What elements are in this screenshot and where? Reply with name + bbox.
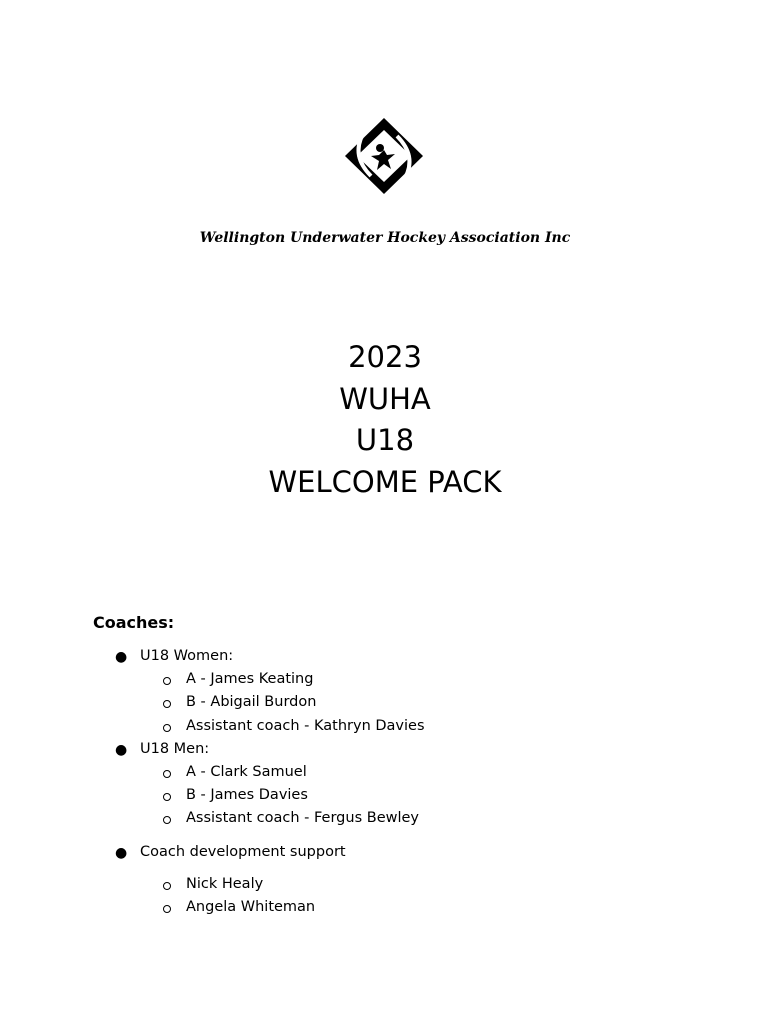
circle-bullet-icon: [163, 882, 171, 890]
group-label: U18 Men:: [140, 741, 210, 757]
circle-bullet-icon: [163, 770, 171, 778]
coaches-heading: Coaches:: [93, 613, 175, 632]
title-pack: WELCOME PACK: [268, 464, 502, 499]
circle-bullet-icon: [163, 724, 171, 732]
list-item: B - Abigail Burdon: [186, 694, 317, 710]
circle-bullet-icon: [163, 700, 171, 708]
group-label: U18 Women:: [140, 648, 234, 664]
list-item: Nick Healy: [186, 876, 264, 892]
title-year: 2023: [348, 340, 422, 374]
list-item: Angela Whiteman: [186, 899, 316, 915]
organization-name: Wellington Underwater Hockey Association Inc: [199, 230, 571, 246]
bullet-icon: ●: [115, 649, 128, 665]
title-division: U18: [355, 423, 415, 457]
list-item: B - James Davies: [186, 787, 308, 803]
group-label: Coach development support: [140, 844, 346, 860]
list-item: Assistant coach - Kathryn Davies: [186, 718, 425, 734]
circle-bullet-icon: [163, 816, 171, 824]
circle-bullet-icon: [163, 677, 171, 685]
list-item: A - James Keating: [186, 671, 314, 687]
title-org: WUHA: [339, 381, 431, 416]
list-item: A - Clark Samuel: [186, 764, 307, 780]
list-item: Assistant coach - Fergus Bewley: [186, 810, 419, 826]
bullet-icon: ●: [115, 845, 128, 861]
circle-bullet-icon: [163, 905, 171, 913]
circle-bullet-icon: [163, 793, 171, 801]
bullet-icon: ●: [115, 742, 128, 758]
